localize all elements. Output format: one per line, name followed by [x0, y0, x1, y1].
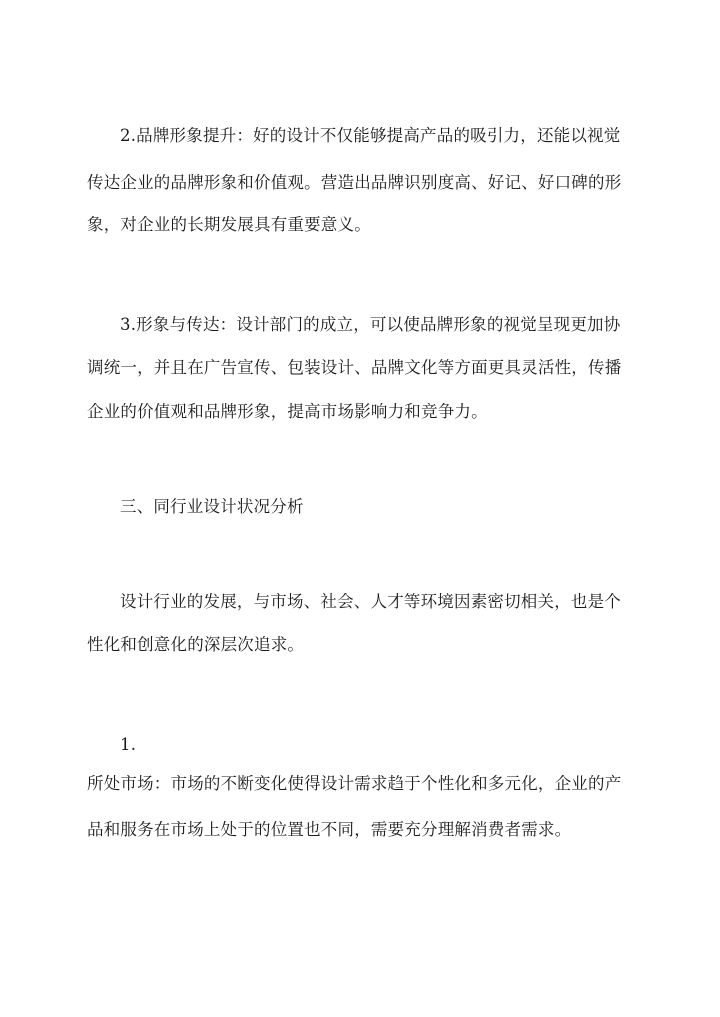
section3-line-2: 调统一，并且在广告宣传、包装设计、品牌文化等方面更具灵活性，传播	[87, 358, 622, 377]
section3-line-1: 3.形象与传达：设计部门的成立，可以使品牌形象的视觉呈现更加协	[120, 315, 621, 334]
section3-line-3: 企业的价值观和品牌形象，提高市场影响力和竞争力。	[87, 402, 488, 421]
item1-line-1: 所处市场：市场的不断变化使得设计需求趋于个性化和多元化，企业的产	[87, 774, 622, 793]
section2-line-1: 2.品牌形象提升：好的设计不仅能够提高产品的吸引力，还能以视觉	[120, 126, 621, 145]
item1-number: 1.	[120, 735, 137, 754]
section-heading: 三、同行业设计状况分析	[120, 497, 304, 516]
section2-line-2: 传达企业的品牌形象和价值观。营造出品牌识别度高、好记、好口碑的形	[87, 173, 622, 192]
section2-line-3: 象，对企业的长期发展具有重要意义。	[87, 215, 371, 234]
intro-line-1: 设计行业的发展，与市场、社会、人才等环境因素密切相关，也是个	[120, 592, 621, 611]
item1-line-2: 品和服务在市场上处于的位置也不同，需要充分理解消费者需求。	[87, 820, 572, 839]
intro-line-2: 性化和创意化的深层次追求。	[87, 635, 305, 654]
